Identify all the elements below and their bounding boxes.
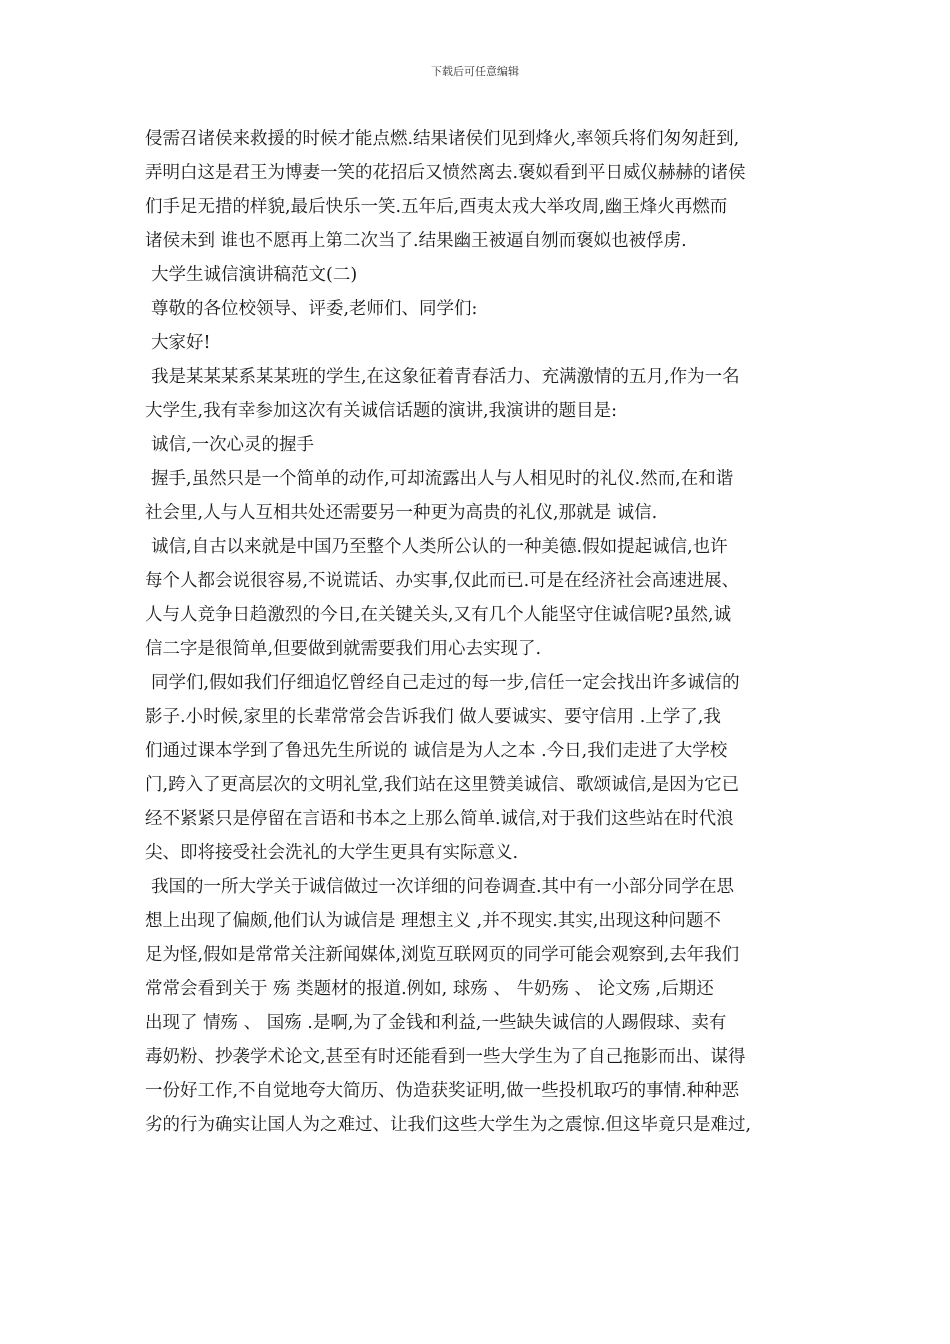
text-line: 大家好!	[151, 333, 211, 353]
text-line: 信二字是很简单,但要做到就需要我们用心去实现了.	[145, 639, 542, 659]
text-line: 一份好工作,不自觉地夸大简历、伪造获奖证明,做一些投机取巧的事情.种种恶	[145, 1081, 740, 1101]
text-line: 出现了 情殇 、 国殇 .是啊,为了金钱和利益,一些缺失诚信的人踢假球、卖有	[145, 1013, 727, 1033]
text-line: 诚信,一次心灵的握手	[151, 435, 315, 455]
text-line: 门,跨入了更高层次的文明礼堂,我们站在这里赞美诚信、歌颂诚信,是因为它已	[145, 775, 740, 795]
text-line: 足为怪,假如是常常关注新闻媒体,浏览互联网页的同学可能会观察到,去年我们	[145, 945, 740, 965]
document-body	[145, 122, 820, 1142]
text-line: 大学生诚信演讲稿范文(二)	[151, 265, 358, 285]
text-line: 影子.小时候,家里的长辈常常会告诉我们 做人要诚实、要守信用 .上学了,我	[145, 707, 721, 727]
page-header: 下载后可任意编辑	[431, 65, 519, 78]
text-line: 大学生,我有幸参加这次有关诚信话题的演讲,我演讲的题目是:	[145, 401, 618, 421]
text-line: 我是某某某系某某班的学生,在这象征着青春活力、充满激情的五月,作为一名	[151, 367, 740, 387]
text-line: 尊敬的各位校领导、评委,老师们、同学们:	[151, 299, 478, 319]
text-line: 们手足无措的样貌,最后快乐一笑.五年后,酉夷太戎大举攻周,幽王烽火再燃而	[145, 197, 728, 217]
text-line: 社会里,人与人互相共处还需要另一种更为高贵的礼仪,那就是 诚信.	[145, 503, 658, 523]
text-line: 劣的行为确实让国人为之难过、让我们这些大学生为之震惊.但这毕竟只是难过,	[145, 1115, 752, 1135]
text-line: 常常会看到关于 殇 类题材的报道.例如, 球殇 、 牛奶殇 、 论文殇 ,后期还	[145, 979, 714, 999]
text-line: 同学们,假如我们仔细追忆曾经自己走过的每一步,信任一定会找出许多诚信的	[151, 673, 740, 693]
text-line: 我国的一所大学关于诚信做过一次详细的问卷调查.其中有一小部分同学在思	[151, 877, 735, 897]
text-line: 诸侯未到 谁也不愿再上第二次当了.结果幽王被逼自刎而褒姒也被俘虏.	[145, 231, 687, 251]
text-line: 尖、即将接受社会洗礼的大学生更具有实际意义.	[145, 843, 519, 863]
text-line: 想上出现了偏颇,他们认为诚信是 理想主义 ,并不现实.其实,出现这种问题不	[145, 911, 721, 931]
text-line: 人与人竞争日趋激烈的今日,在关键关头,又有几个人能坚守住诚信呢?虽然,诚	[145, 605, 732, 625]
text-line: 经不紧紧只是停留在言语和书本之上那么简单.诚信,对于我们这些站在时代浪	[145, 809, 734, 829]
text-line: 们通过课本学到了鲁迅先生所说的 诚信是为人之本 .今日,我们走进了大学校	[145, 741, 728, 761]
text-line: 诚信,自古以来就是中国乃至整个人类所公认的一种美德.假如提起诚信,也许	[151, 537, 728, 557]
text-line: 每个人都会说很容易,不说谎话、办实事,仅此而已.可是在经济社会高速进展、	[145, 571, 740, 591]
text-line: 握手,虽然只是一个简单的动作,可却流露出人与人相见时的礼仪.然而,在和谐	[151, 469, 734, 489]
text-line: 侵需召诸侯来救援的时候才能点燃.结果诸侯们见到烽火,率领兵将们匆匆赶到,	[145, 129, 740, 149]
text-line: 弄明白这是君王为博妻一笑的花招后又愤然离去.褒姒看到平日威仪赫赫的诸侯	[145, 163, 746, 183]
text-line: 毒奶粉、抄袭学术论文,甚至有时还能看到一些大学生为了自己拖影而出、谋得	[145, 1047, 746, 1067]
